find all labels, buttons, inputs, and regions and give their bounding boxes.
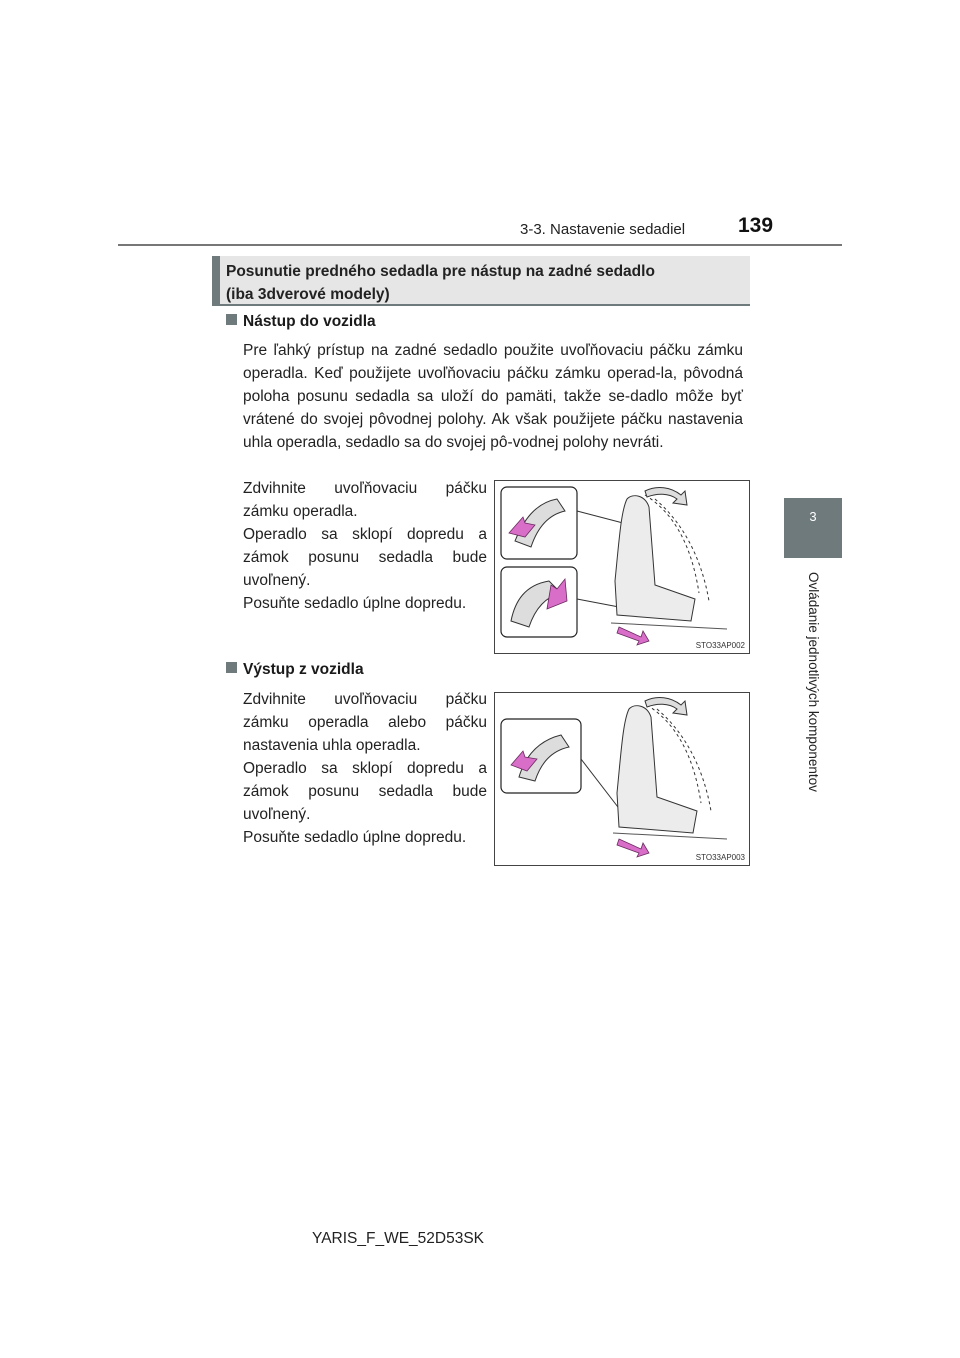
exit-heading	[226, 661, 364, 679]
chapter-label-text: Ovládanie jednotlivých komponentov	[806, 572, 821, 792]
figure-exit	[494, 692, 750, 866]
header-rule	[118, 244, 842, 246]
entry-instructions	[243, 477, 487, 615]
square-bullet-icon	[226, 314, 237, 325]
chapter-label	[784, 572, 842, 792]
chapter-tab	[784, 498, 842, 558]
square-bullet-icon	[226, 662, 237, 673]
entry-result: Operadlo sa sklopí dopredu a zámok posunu sedadla bude uvoľnený.	[243, 526, 487, 589]
figure-entry	[494, 480, 750, 654]
seat-lever-illustration	[495, 481, 749, 653]
page-number: 139	[738, 214, 774, 237]
figure-entry-code: STO33AP002	[695, 641, 745, 650]
entry-heading	[226, 313, 376, 331]
exit-step: Zdvihnite uvoľňovaciu páčku zámku operadla alebo páčku nastavenia uhla operadla.	[243, 691, 487, 754]
entry-paragraph: Pre ľahký prístup na zadné sedadlo použite uvoľňovaciu páčku zámku operadla. Keď použijete uvoľňovaciu páčku zámku operad-la, pôvodná poloha posunu sedadla sa uloží do pamäti, takže se-dadlo môže byť vrátené do svojej pôvodnej polohy. Ak však použijete páčku nastavenia uhla operadla, sedadlo sa do svojej pô-vodnej polohy nevráti.	[243, 342, 743, 451]
figure-exit-code: STO33AP003	[695, 853, 745, 862]
exit-result: Operadlo sa sklopí dopredu a zámok posunu sedadla bude uvoľnený.	[243, 760, 487, 823]
entry-step: Zdvihnite uvoľňovaciu páčku zámku operadla.	[243, 480, 487, 520]
exit-final: Posuňte sedadlo úplne dopredu.	[243, 829, 467, 846]
chapter-number: 3	[809, 509, 817, 524]
exit-instructions	[243, 688, 487, 849]
entry-final: Posuňte sedadlo úplne dopredu.	[243, 595, 467, 612]
exit-heading-text: Výstup z vozidla	[243, 661, 364, 678]
footer-model-code: YARIS_F_WE_52D53SK	[312, 1230, 485, 1247]
seat-recline-illustration	[495, 693, 749, 865]
section-title-line2: (iba 3dverové modely)	[226, 286, 390, 303]
entry-heading-text: Nástup do vozidla	[243, 313, 376, 330]
running-header-section: 3-3. Nastavenie sedadiel	[520, 221, 686, 238]
section-title-line1: Posunutie predného sedadla pre nástup na zadné sedadlo	[226, 263, 655, 280]
section-title	[226, 260, 746, 306]
